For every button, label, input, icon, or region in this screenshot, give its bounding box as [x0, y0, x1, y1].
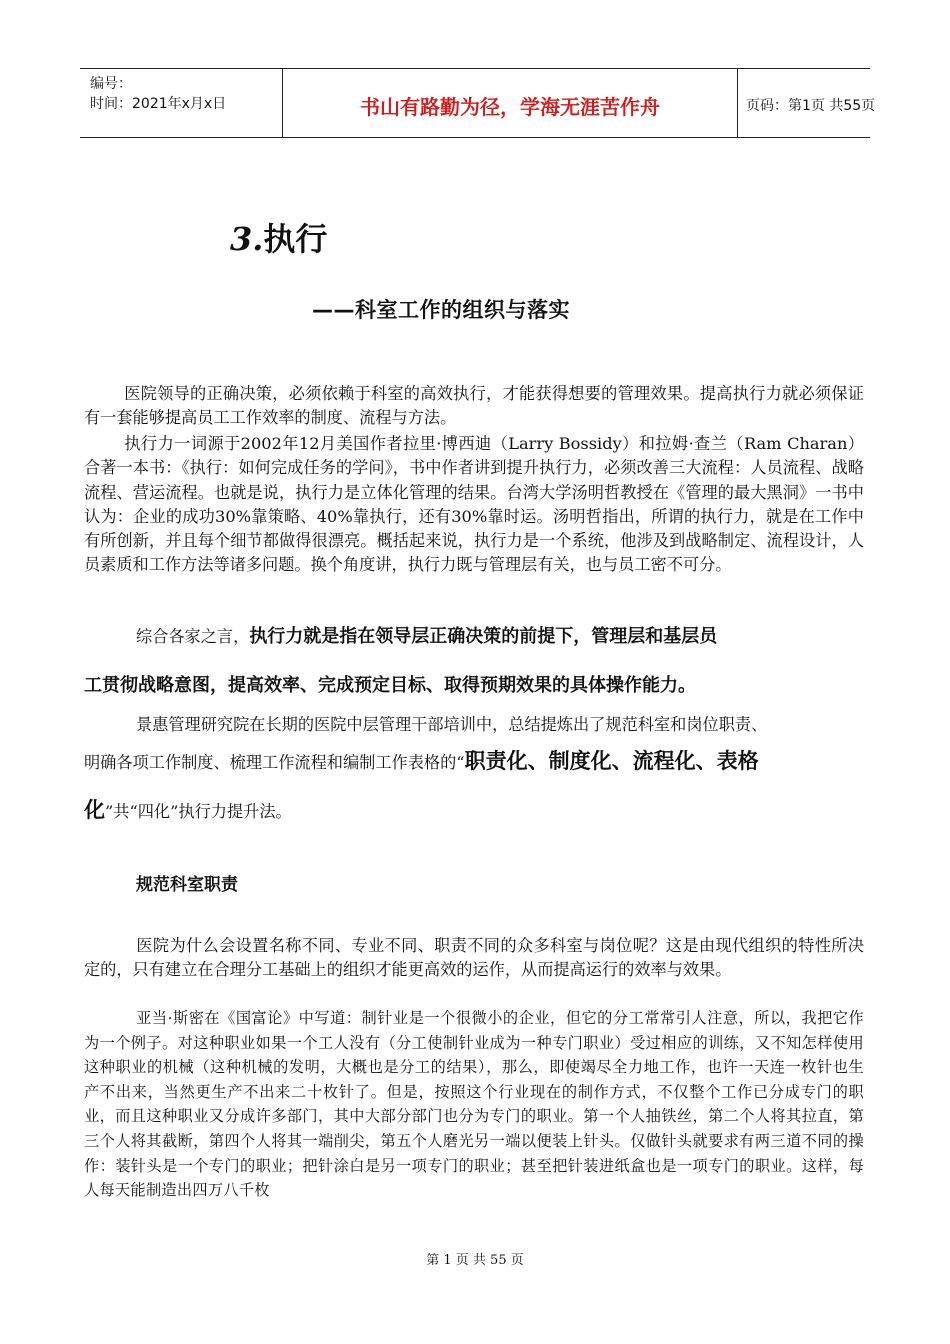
- paragraph-adam-smith-text: 亚当·斯密在《国富论》中写道：制针业是一个很微小的企业，但它的分工常常引人注意，所以，我把它作为一个例子。对这种职业如果一个工人没有（分工使制针业成为一种专门职业）受过相应的训练，又不知怎样使用这种职业的机械（这种机械的发明，大概也是分工的结果），那么，即使竭尽全力地工作，也许一天连一枚针也生产不出来，当然更生产不出来二十枚针了。但是，按照这个行业现在的制作方式，不仅整个工作已分成专门的职业，而且这种职业又分成许多部门，其中大部分部门也分为专门的职业。第一个人抽铁丝，第二个人将其拉直，第三个人将其截断，第四个人将其一端削尖，第五个人磨光另一端以便装上针头。仅做针头就要求有两三道不同的操作：装针头是一个专门的职业；把针涂白是另一项专门的职业；甚至把针装进纸盒也是一项专门的职业。这样，每人每天能制造出四万八千枚: [84, 1009, 864, 1200]
- document-date-label: 时间：2021年x月x日: [90, 96, 227, 112]
- four-principles-bold: 职责化、制度化、流程化、表格: [464, 749, 759, 773]
- paragraph-execution-origin: [84, 432, 864, 578]
- paragraph-why-departments-text: 医院为什么会设置名称不同、专业不同、职责不同的众多科室与岗位呢？这是由现代组织的特性所决定的，只有建立在合理分工基础上的组织才能更高效的运作，从而提高运行的效率与效果。: [84, 936, 864, 980]
- methodology-line-3: [84, 794, 874, 824]
- page-footer: [0, 1249, 950, 1268]
- methodology-text-1: 景惠管理研究院在长期的医院中层管理干部培训中，总结提炼出了规范科室和岗位职责、: [136, 715, 768, 734]
- section-heading: 规范科室职责: [136, 875, 238, 895]
- methodology-line-2: [84, 745, 874, 775]
- methodology-text-2: 明确各项工作制度、梳理工作流程和编制工作表格的“: [84, 753, 465, 772]
- chapter-title-text: 执行: [263, 220, 328, 258]
- paragraph-why-departments: [84, 934, 864, 983]
- paragraph-intro-text: 医院领导的正确决策，必须依赖于科室的高效执行，才能获得想要的管理效果。提高执行力就必须保证有一套能够提高员工工作效率的制度、流程与方法。: [84, 384, 864, 428]
- header-motto-cell: [282, 69, 738, 137]
- chapter-title: [230, 214, 327, 260]
- header-page-cell: [737, 69, 876, 137]
- document-number-label: 编号：: [90, 76, 132, 92]
- header-motto: 书山有路勤为径，学海无涯苦作舟: [360, 95, 660, 119]
- chapter-subtitle: ——科室工作的组织与落实: [312, 298, 570, 322]
- definition-line-2: [84, 671, 874, 697]
- definition-bold-2: 工贯彻战略意图，提高效率、完成预定目标、取得预期效果的具体操作能力。: [84, 675, 696, 696]
- header-page-info: 页码：第1页 共55页: [746, 98, 876, 114]
- definition-lead: 综合各家之言，: [136, 627, 250, 646]
- header-meta-cell: [80, 69, 282, 137]
- footer-page-number: 第 1 页 共 55 页: [426, 1253, 524, 1268]
- definition-line-1: [84, 622, 874, 648]
- paragraph-adam-smith: [84, 1006, 864, 1203]
- methodology-line-1: [84, 711, 874, 735]
- page-header: [80, 68, 876, 138]
- chapter-number: 3.: [230, 220, 264, 258]
- paragraph-intro: [84, 382, 864, 431]
- methodology-tail: ”共“四化”执行力提升法。: [105, 802, 292, 821]
- four-principles-bold-end: 化: [84, 798, 105, 822]
- paragraph-execution-origin-text: 执行力一词源于2002年12月美国作者拉里·博西迪（Larry Bossidy）和拉姆·查兰（Ram Charan）合著一本书：《执行：如何完成任务的学问》，书中作者讲到提升执行力，必须改善三大流程：人员流程、战略流程、营运流程。也就是说，执行力是立体化管理的结果。台湾大学汤明哲教授在《管理的最大黑洞》一书中认为：企业的成功30%靠策略、40%靠执行，还有30%靠时运。汤明哲指出，所谓的执行力，就是在工作中有所创新，并且每个细节都做得很漂亮。概括起来说，执行力是一个系统，他涉及到战略制定、流程设计，人员素质和工作方法等诸多问题。换个角度讲，执行力既与管理层有关，也与员工密不可分。: [84, 434, 864, 575]
- definition-bold-1: 执行力就是指在领导层正确决策的前提下，管理层和基层员: [249, 626, 718, 647]
